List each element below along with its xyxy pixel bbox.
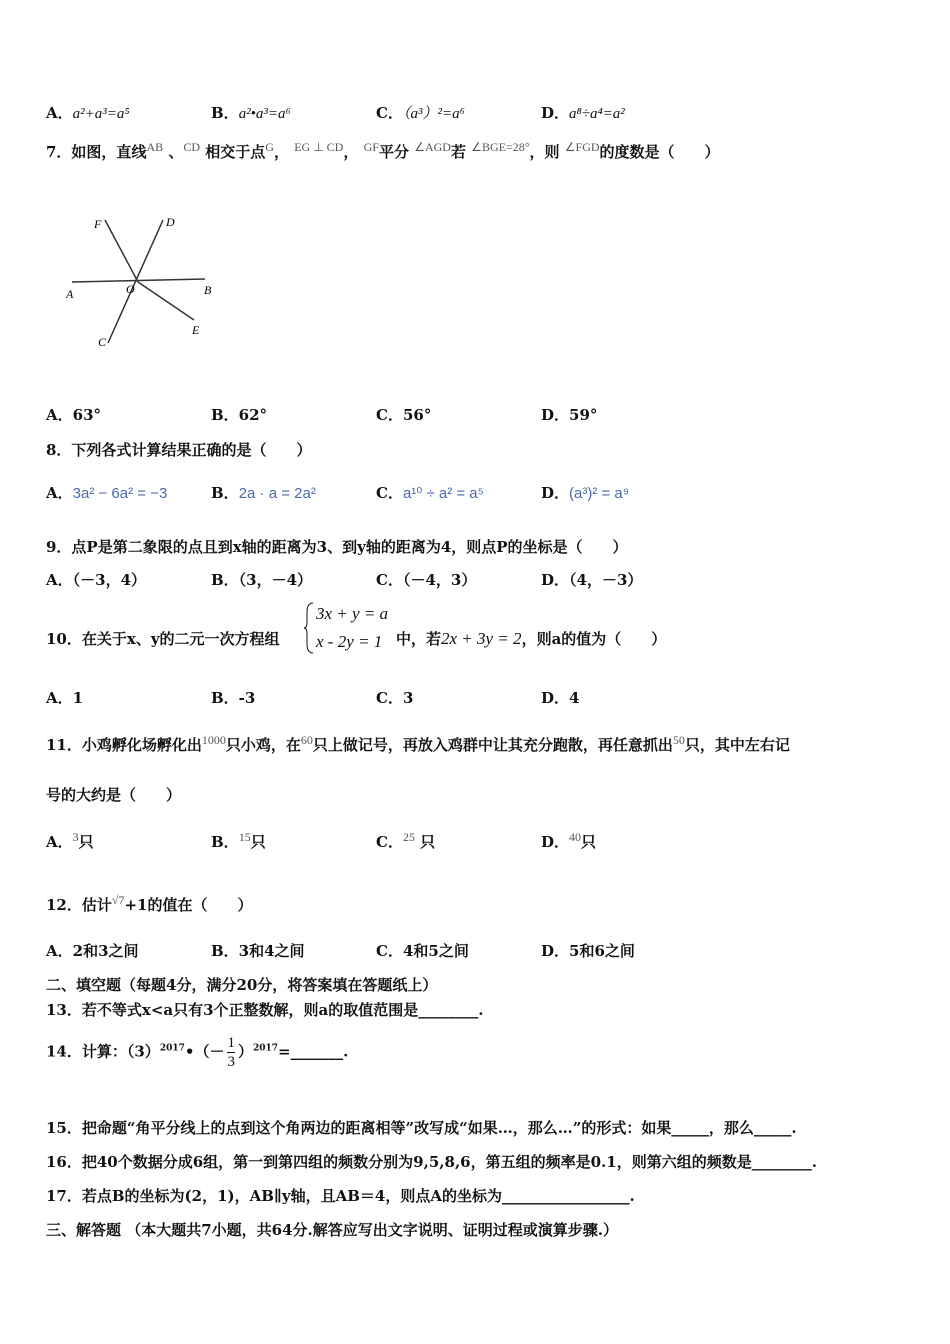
q10-equation-2: x - 2y = 1 [316,632,383,651]
q12-option-c: C．4和5之间 [376,942,469,960]
q9-option-b: B．（3，－4） [211,571,313,589]
ray-ge [138,282,194,320]
label-o: O [126,282,135,296]
q9-option-a: A．（－3，4） [46,571,147,589]
q7-option-a: A．63° [46,406,102,424]
q7-option-c: C．56° [376,406,432,424]
q10-system-brace [304,602,314,654]
q15-stem: 15．把命题“角平分线上的点到这个角两边的距离相等”改写成“如果…，那么…”的形式：如果_____，那么_____. [46,1119,797,1137]
label-a: A [66,287,74,301]
q10-option-b: B．-3 [211,689,256,707]
q8-option-a: A．3a² − 6a² = −3 [46,484,168,502]
q10-equation-1: 3x + y = a [316,604,389,623]
q11-option-b: B．$^{15}$只 [211,830,266,851]
q6-option-c: C．（a³）²=a⁶ [376,104,465,122]
q11-option-c: C．$^{25}$ 只 [376,830,436,851]
q7-option-d: D．59° [541,406,598,424]
q17-stem: 17．若点B的坐标为(2，1)，AB∥y轴，且AB＝4，则点A的坐标为_________________. [46,1187,635,1205]
q11-option-d: D．$^{40}$只 [541,830,597,851]
section-3-heading: 三、解答题 （本大题共7小题，共64分.解答应写出文字说明、证明过程或演算步骤.） [46,1221,618,1239]
label-e: E [192,323,200,337]
q11-option-a: A．$^3$只 [46,830,94,851]
q7-geometry-figure [60,210,230,360]
q9-option-c: C．（－4，3） [376,571,477,589]
label-b: B [204,283,212,297]
label-f: F [94,217,102,231]
q6-option-a: A．a²+a³=a⁵ [46,104,130,122]
q8-option-c: C．a¹⁰ ÷ a² = a⁵ [376,484,484,502]
q10-option-a: A．1 [46,689,84,707]
q8-option-d: D．(a³)² = a⁹ [541,484,630,502]
q10-option-d: D．4 [541,689,580,707]
q14-stem: 14．计算：$(3)^{2017}•(-$ $\frac{1}{3}$ ）$^{2017}$=_______. [46,1035,349,1070]
q7-stem: 7．如图，直线$^{AB}$ 、$^{CD}$ 相交于点$^G$， $^{EG \perp CD}$， $^{GF}$平分 $^{\angle AGD}$若 $^{\angle BGE=28^\circ}$，则 $^{\angle FGD}$的度数是（ ） [46,140,720,161]
q16-stem: 16．把40个数据分成6组，第一到第四组的频数分别为9,5,8,6，第五组的频率是0.1，则第六组的频数是________. [46,1153,817,1171]
q10-stem-part1: 10．在关于x、y的二元一次方程组 [46,630,280,648]
q9-stem: 9．点P是第二象限的点且到x轴的距离为3、到y轴的距离为4，则点P的坐标是（ ） [46,538,628,556]
q10-option-c: C．3 [376,689,414,707]
q11-stem: 11．小鸡孵化场孵化出$^{1000}$只小鸡，在$^{60}$只上做记号，再放入鸡群中让其充分跑散，再任意抓出$^{50}$只，其中左右记 [46,733,790,754]
ray-gf [105,220,138,282]
q8-stem: 8．下列各式计算结果正确的是（ ） [46,441,312,459]
q11-stem-line2: 号的大约是（ ） [46,786,182,804]
q12-option-d: D．5和6之间 [541,942,635,960]
q6-option-d: D．a⁸÷a⁴=a² [541,104,625,122]
q14-fraction: $\frac{1}{3}$ [227,1035,235,1070]
q12-option-a: A．2和3之间 [46,942,139,960]
q12-stem: 12．估计$^{√7}$+1的值在（ ） [46,893,253,914]
q8-option-b: B．2a · a = 2a² [211,484,316,502]
section-2-heading: 二、填空题（每题4分，满分20分，将答案填在答题纸上） [46,976,438,994]
label-d: D [166,215,175,229]
q13-stem: 13．若不等式x<a只有3个正整数解，则a的取值范围是________. [46,1001,484,1019]
q6-option-b: B．a²•a³=a⁶ [211,104,291,122]
q9-option-d: D．（4，－3） [541,571,643,589]
label-c: C [98,335,107,349]
q7-option-b: B．62° [211,406,268,424]
q10-stem-part2: 中，若2x + 3y = 2，则a的值为（ ） [396,629,667,648]
q12-option-b: B．3和4之间 [211,942,305,960]
